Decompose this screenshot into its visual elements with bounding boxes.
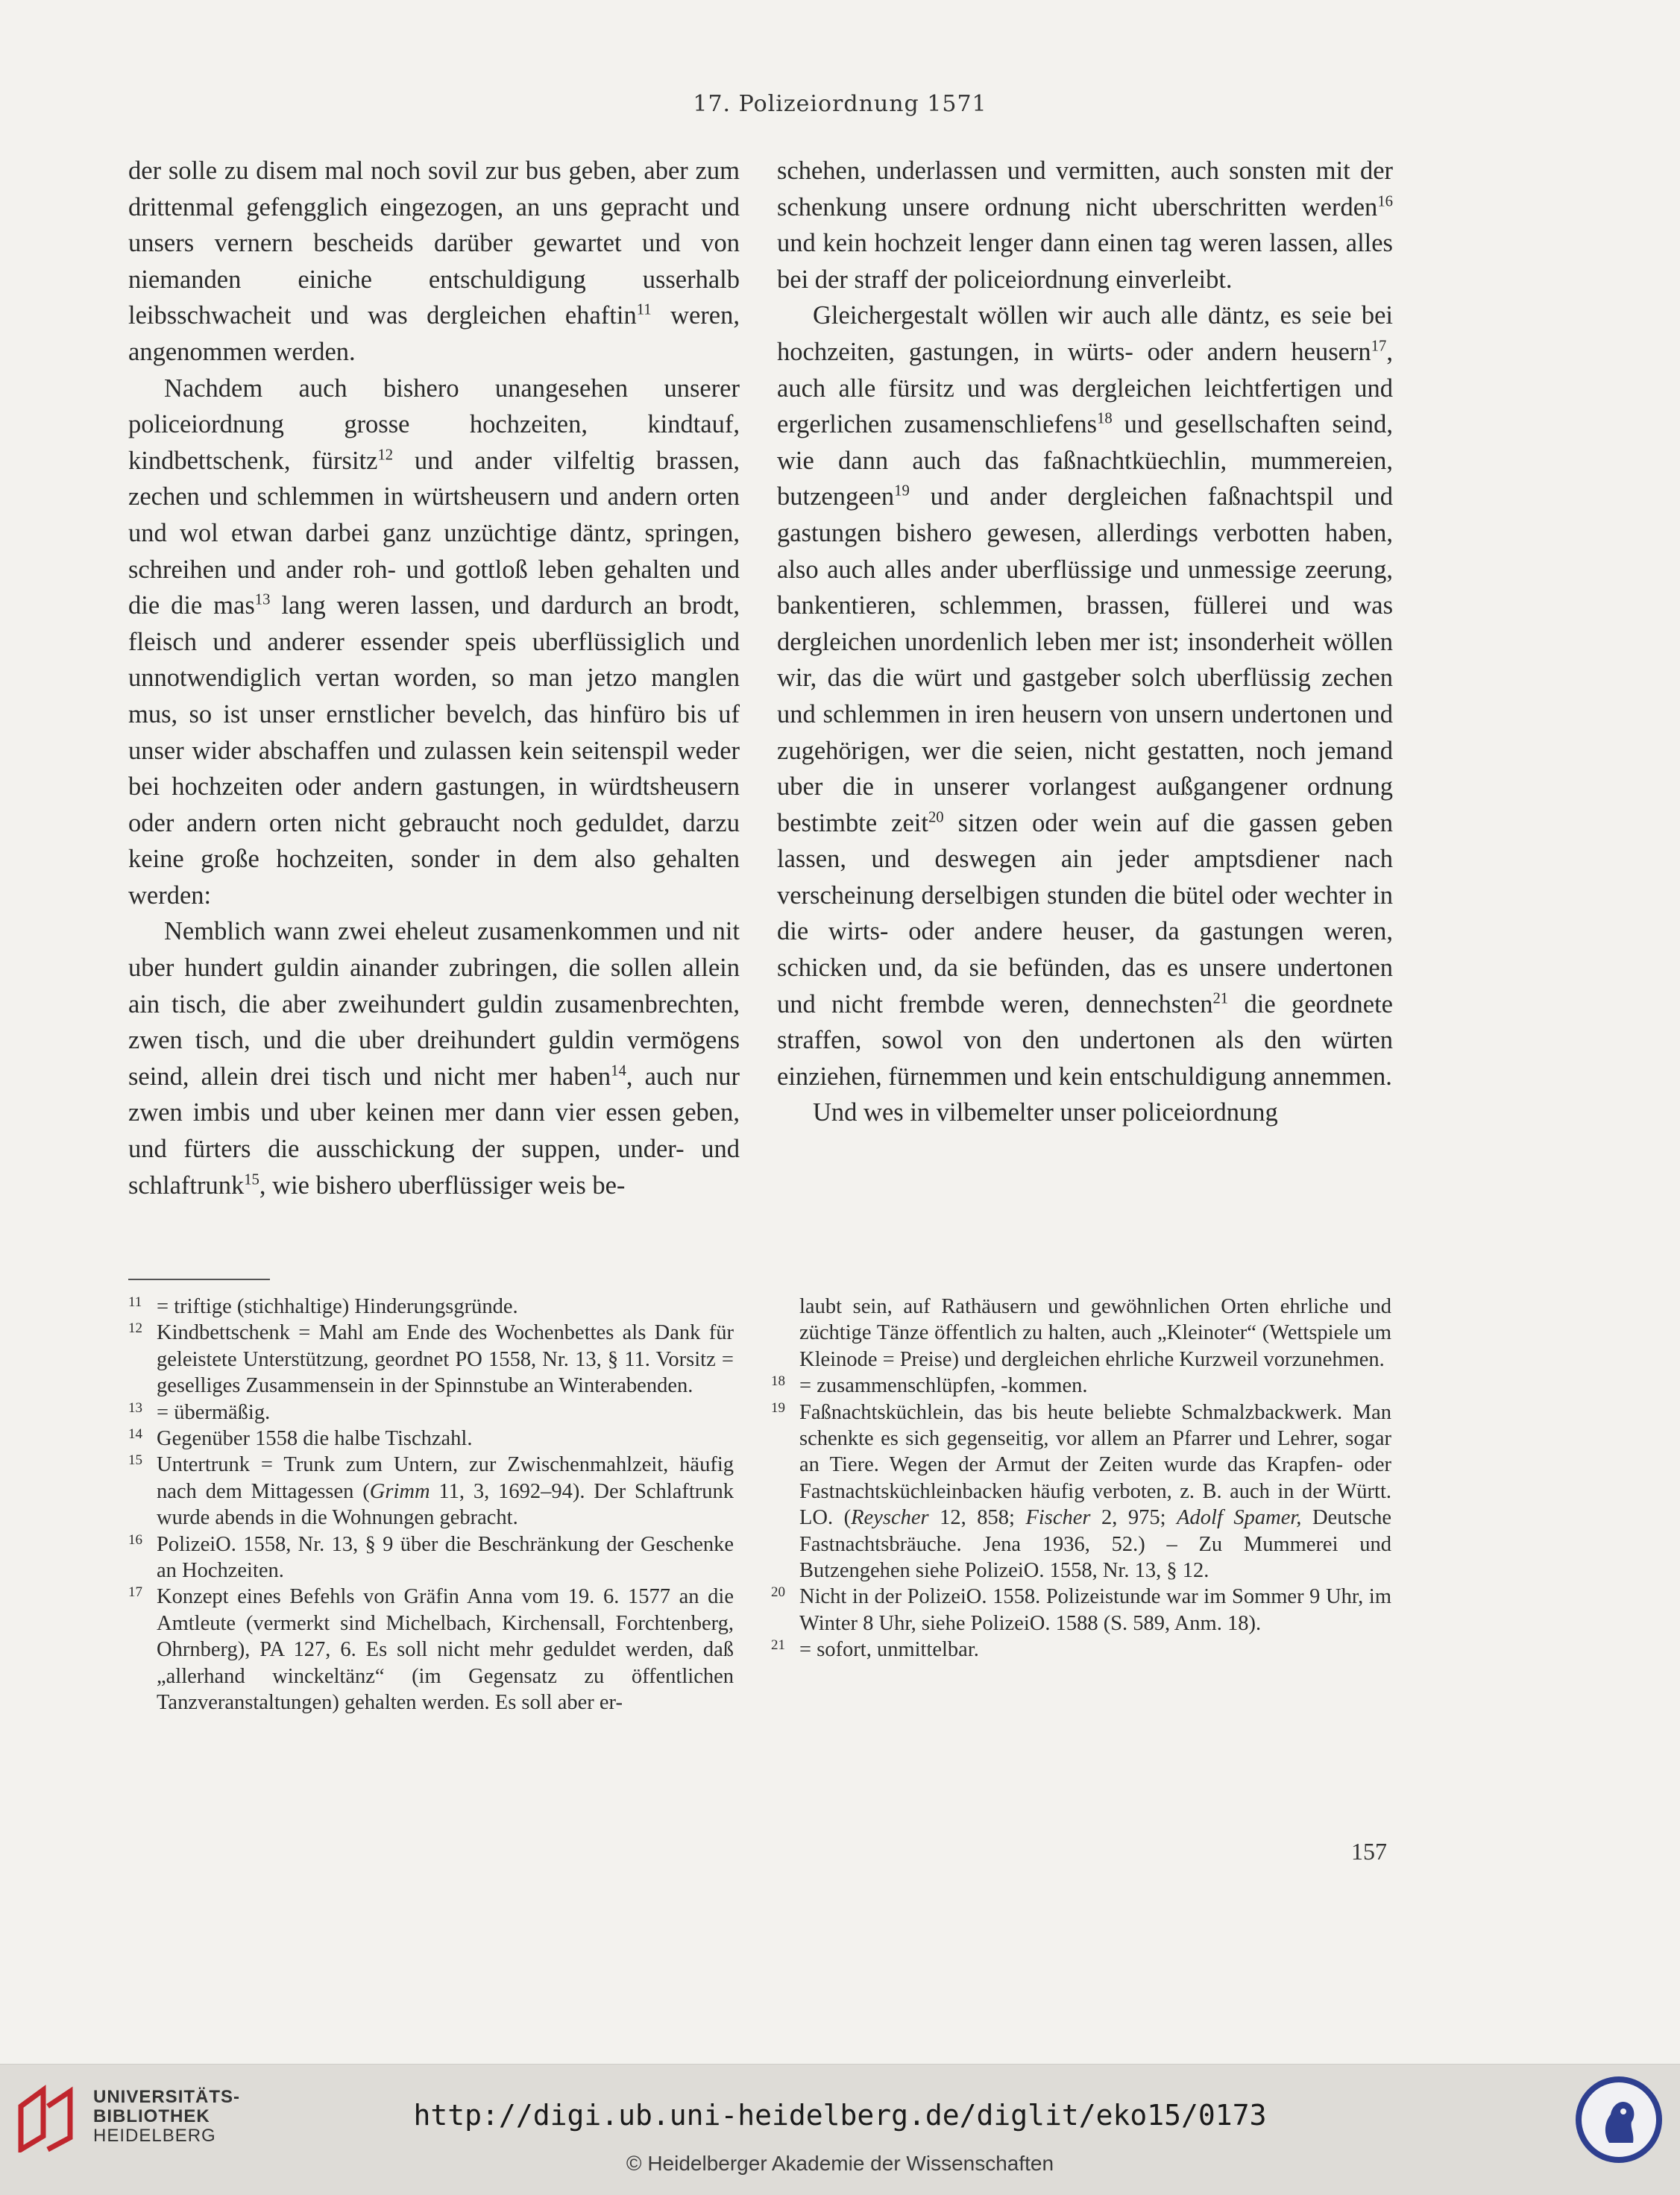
footnote: 14 Gegenüber 1558 die halbe Tischzahl. [128, 1426, 473, 1451]
footnote: 12 Kindbettschenk = Mahl am Ende des Wochenbettes als Dank für geleistete Unterstützung, geordnet PO 1558, Nr. 13, § 11. Vorsitz = geselliges Zusammensein in der Spinnstube an Winterabenden. [128, 1320, 734, 1398]
page-number: 157 [1351, 1838, 1387, 1865]
footnotes-right-column [771, 1294, 1391, 1663]
footnote-ref[interactable]: 12 [377, 447, 394, 464]
footnote: 16 PolizeiO. 1558, Nr. 13, § 9 über die Beschränkung der Geschenke an Hochzeiten. [128, 1531, 734, 1583]
academy-seal-icon[interactable] [1573, 2074, 1664, 2165]
footnote: 15 Untertrunk = Trunk zum Untern, zur Zwischenmahlzeit, häufig nach dem Mittagessen (Grimm 11, 3, 1692–94). Der Schlaftrunk wurde abends in die Wohnungen gebracht. [128, 1452, 734, 1530]
footnote-ref[interactable]: 17 [1371, 338, 1387, 355]
footnote-ref[interactable]: 15 [244, 1171, 259, 1188]
footnote-ref[interactable]: 16 [1377, 193, 1393, 210]
footnote: 18 = zusammenschlüpfen, -kommen. [771, 1373, 1088, 1398]
running-header: 17. Polizeiordnung 1571 [693, 91, 987, 117]
footnote-continuation: laubt sein, auf Rathäusern und gewöhnlichen Orten ehrliche und züchtige Tänze öffentlich zu halten, auch „Kleinoter“ (Wettspiele um Kleinode = Preise) und dergleichen ehrliche Kurzweil vorzunehmen. [799, 1295, 1391, 1371]
footnote: 20 Nicht in der PolizeiO. 1558. Polizeistunde war im Sommer 9 Uhr, im Winter 8 Uhr, siehe PolizeiO. 1588 (S. 589, Anm. 18). [771, 1584, 1391, 1635]
paragraph: der solle zu disem mal noch sovil zur bus geben, aber zum drittenmal gefengglich eingezogen, an uns gepracht und unsers vernern bescheids darüber gewartet und von niemanden einiche entschuldigung usserhalb leibsschwacheit und was dergleichen ehaftin$^{11}$ weren, angenommen werden. [128, 157, 740, 366]
footnote-separator [128, 1279, 270, 1280]
main-text-left-column [128, 153, 740, 1203]
footnotes-left-column [128, 1294, 734, 1716]
footnote-ref[interactable]: 14 [611, 1062, 626, 1080]
paragraph: Nachdem auch bishero unangesehen unserer policeiordnung grosse hochzeiten, kindtauf, kindbettschenk, fürsitz$^{12}$ und ander vilfeltig brassen, zechen und schlemmen in würtsheusern und andern orten und wol etwan darbei ganz unzüchtige däntz, springen, schreihen und ander roh- und gottloß leben gehalten und die die mas$^{13}$ lang weren lassen, und dardurch an brodt, fleisch und anderer essender speis uberflüssiglich und unnotwendiglich vertan worden, so man jetzo manglen mus, so ist unser ernstlicher bevelch, das hinfüro bis uf unser wider abschaffen und zulassen kein seitenspil weder bei hochzeiten oder andern gastungen, in würdtsheusern oder andern orten nicht gebraucht noch geduldet, darzu keine große hochzeiten, sonder in dem also gehalten werden: [128, 374, 740, 910]
paragraph: Und wes in vilbemelter unser policeiordnung [813, 1098, 1278, 1127]
footnote: 19 Faßnachtsküchlein, das bis heute beliebte Schmalzbackwerk. Man schenkte es sich gegenseitig, vor allem an Pfarrer und Lehrer, sogar an Tiere. Wegen der Armut der Zeiten wurde das Krapfen- oder Fastnachtsküchleinbacken häufig verboten, z. B. auch in der Württ. LO. (Reyscher 12, 858; Fischer 2, 975; Adolf Spamer, Deutsche Fastnachtsbräuche. Jena 1936, 52.) – Zu Mummerei und Butzengehen siehe PolizeiO. 1558, Nr. 13, § 12. [771, 1399, 1391, 1583]
main-text-right-column [777, 153, 1393, 1131]
paragraph: schehen, underlassen und vermitten, auch sonsten mit der schenkung unsere ordnung nicht uberschritten werden$^{16}$ und kein hochzeit lenger dann einen tag weren lassen, alles bei der straff der policeiordnung einverleibt. [777, 157, 1393, 294]
library-name[interactable]: UNIVERSITÄTS- BIBLIOTHEK HEIDELBERG [93, 2087, 241, 2146]
footnote: 17 Konzept eines Befehls von Gräfin Anna vom 19. 6. 1577 an die Amtleute (vermerkt sind Michelbach, Kirchensall, Forchtenberg, Ohrnberg), PA 127, 6. Es soll nicht mehr geduldet werden, daß „allerhand winckeltänz“ (im Gegensatz zu öffentlichen Tanzveranstaltungen) gehalten werden. Es soll aber er- [128, 1584, 734, 1715]
paragraph: Nemblich wann zwei eheleut zusamenkommen und nit uber hundert guldin ainander zubringen, die sollen allein ain tisch, die aber zweihundert guldin zusamenbrechten, zwen tisch, und die uber dreihundert guldin vermögens seind, allein drei tisch und nicht mer haben$^{14}$, auch nur zwen imbis und uber keinen mer dann vier essen geben, und fürters die ausschickung der suppen, under- und schlaftrunk$^{15}$, wie bishero uberflüssiger weis be- [128, 917, 740, 1200]
footnote-ref[interactable]: 18 [1097, 410, 1113, 427]
footnote: 11 = triftige (stichhaltige) Hinderungsgründe. [128, 1294, 518, 1318]
footnote-ref[interactable]: 21 [1212, 990, 1229, 1007]
copyright-notice: © Heidelberger Akademie der Wissenschaften [626, 2152, 1054, 2175]
permalink-url[interactable]: http://digi.ub.uni-heidelberg.de/diglit/eko15/0173 [413, 2099, 1267, 2132]
footnote: 13 = übermäßig. [128, 1399, 271, 1424]
footnote-ref[interactable]: 20 [928, 809, 944, 826]
footnote-ref[interactable]: 11 [636, 301, 652, 318]
paragraph: Gleichergestalt wöllen wir auch alle däntz, es seie bei hochzeiten, gastungen, in würts- oder andern heusern$^{17}$, auch alle fürsitz und was dergleichen leichtfertigen und ergerlichen zusamenschliefens$^{18}$ und gesellschaften seind, wie dann auch das faßnachtküechlin, mummereien, butzengeen$^{19}$ und ander dergleichen faßnachtspil und gastungen bishero gewesen, allerdings verbotten haben, also auch alles ander uberflüssige und unmessige zeerung, bankentieren, schlemmen, brassen, füllerei und was dergleichen unordenlich leben mer ist; insonderheit wöllen wir, das die würt und gastgeber solch uberflüssig zechen und schlemmen in iren heusern von unsern undertonen und zugehörigen, wer die seien, nicht gestatten, noch jemand uber die in unserer vorlangest außgangener ordnung bestimbte zeit$^{20}$ sitzen oder wein auf die gassen geben lassen, und deswegen ain jeder amptsdiener nach verscheinung derselbigen stunden die bütel oder wechter in die wirts- oder andere heuser, da gastungen weren, schicken und, da sie befünden, das es unsere undertonen und nicht frembde weren, dennechsten$^{21}$ die geordnete straffen, sowol von den undertonen als den würten einziehen, fürnemmen und kein entschuldigung annemmen. [777, 301, 1393, 1091]
footnote-ref[interactable]: 19 [894, 482, 910, 500]
footnote: 21 = sofort, unmittelbar. [771, 1637, 979, 1662]
footnote-ref[interactable]: 13 [254, 591, 271, 608]
